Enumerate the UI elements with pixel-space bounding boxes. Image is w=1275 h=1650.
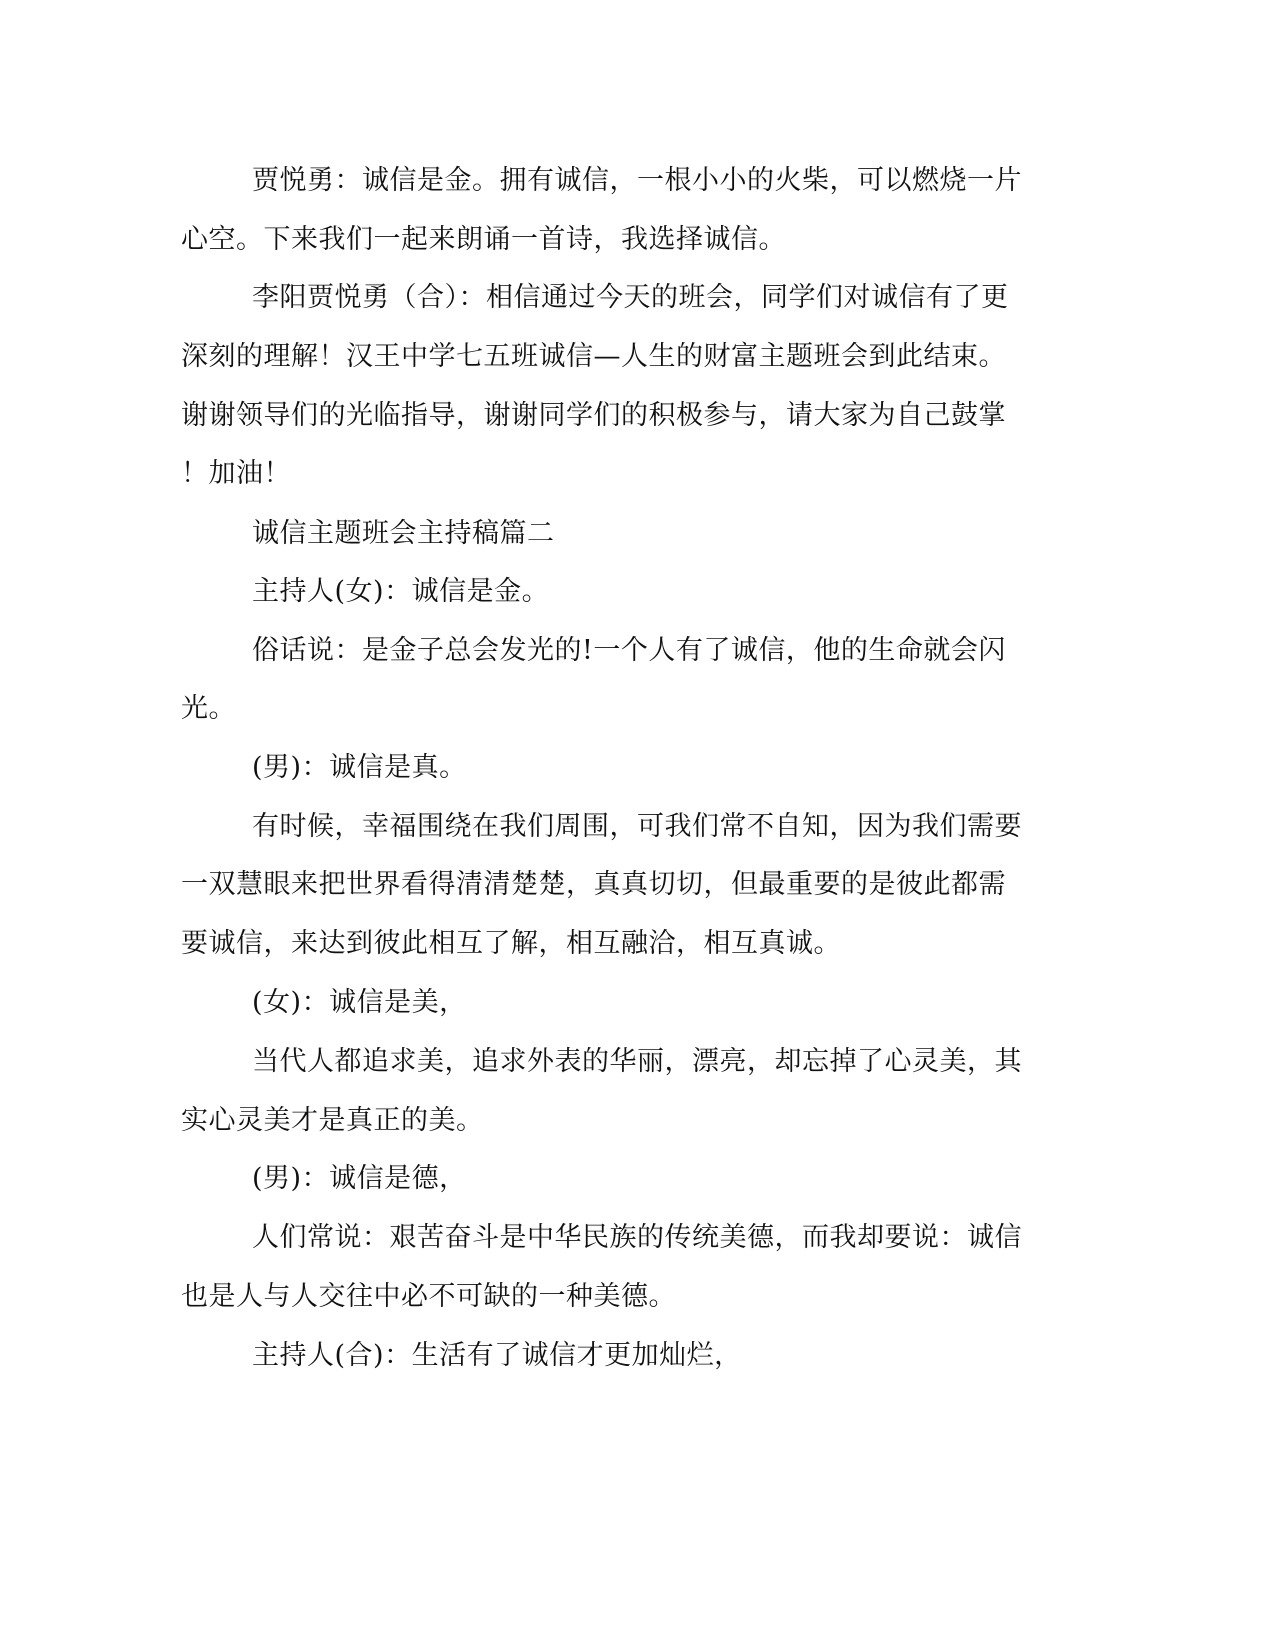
paragraph-line: 心空。下来我们一起来朗诵一首诗，我选择诚信。 xyxy=(181,224,786,255)
paragraph-line: 也是人与人交往中必不可缺的一种美德。 xyxy=(181,1281,676,1312)
paragraph-line: (男)：诚信是真。 xyxy=(252,752,467,783)
paragraph-line: ！加油！ xyxy=(181,458,291,489)
paragraph-line: 主持人(合)：生活有了诚信才更加灿烂， xyxy=(252,1340,742,1371)
paragraph-line: 有时候，幸福围绕在我们周围，可我们常不自知，因为我们需要 xyxy=(252,811,1022,842)
paragraph-line: 当代人都追求美，追求外表的华丽，漂亮，却忘掉了心灵美，其 xyxy=(252,1046,1022,1077)
paragraph-line: 人们常说：艰苦奋斗是中华民族的传统美德，而我却要说：诚信 xyxy=(252,1222,1022,1253)
paragraph-line: 深刻的理解！汉王中学七五班诚信—人生的财富主题班会到此结束。 xyxy=(181,341,1006,372)
section-heading: 诚信主题班会主持稿篇二 xyxy=(252,518,555,549)
paragraph-line: 实心灵美才是真正的美。 xyxy=(181,1105,484,1136)
paragraph-line: 谢谢领导们的光临指导，谢谢同学们的积极参与，请大家为自己鼓掌 xyxy=(181,400,1006,431)
paragraph-line: (男)：诚信是德， xyxy=(252,1163,467,1194)
paragraph-line: 主持人(女)：诚信是金。 xyxy=(252,576,550,607)
paragraph-line: 贾悦勇：诚信是金。拥有诚信，一根小小的火柴，可以燃烧一片 xyxy=(252,165,1022,196)
paragraph-line: 一双慧眼来把世界看得清清楚楚，真真切切，但最重要的是彼此都需 xyxy=(181,869,1006,900)
paragraph-line: 要诚信，来达到彼此相互了解，相互融洽，相互真诚。 xyxy=(181,928,841,959)
paragraph-line: 李阳贾悦勇（合）：相信通过今天的班会，同学们对诚信有了更 xyxy=(252,282,1009,313)
paragraph-line: 光。 xyxy=(181,693,236,724)
paragraph-line: (女)：诚信是美， xyxy=(252,987,467,1018)
paragraph-line: 俗话说：是金子总会发光的!一个人有了诚信，他的生命就会闪 xyxy=(252,635,1006,666)
